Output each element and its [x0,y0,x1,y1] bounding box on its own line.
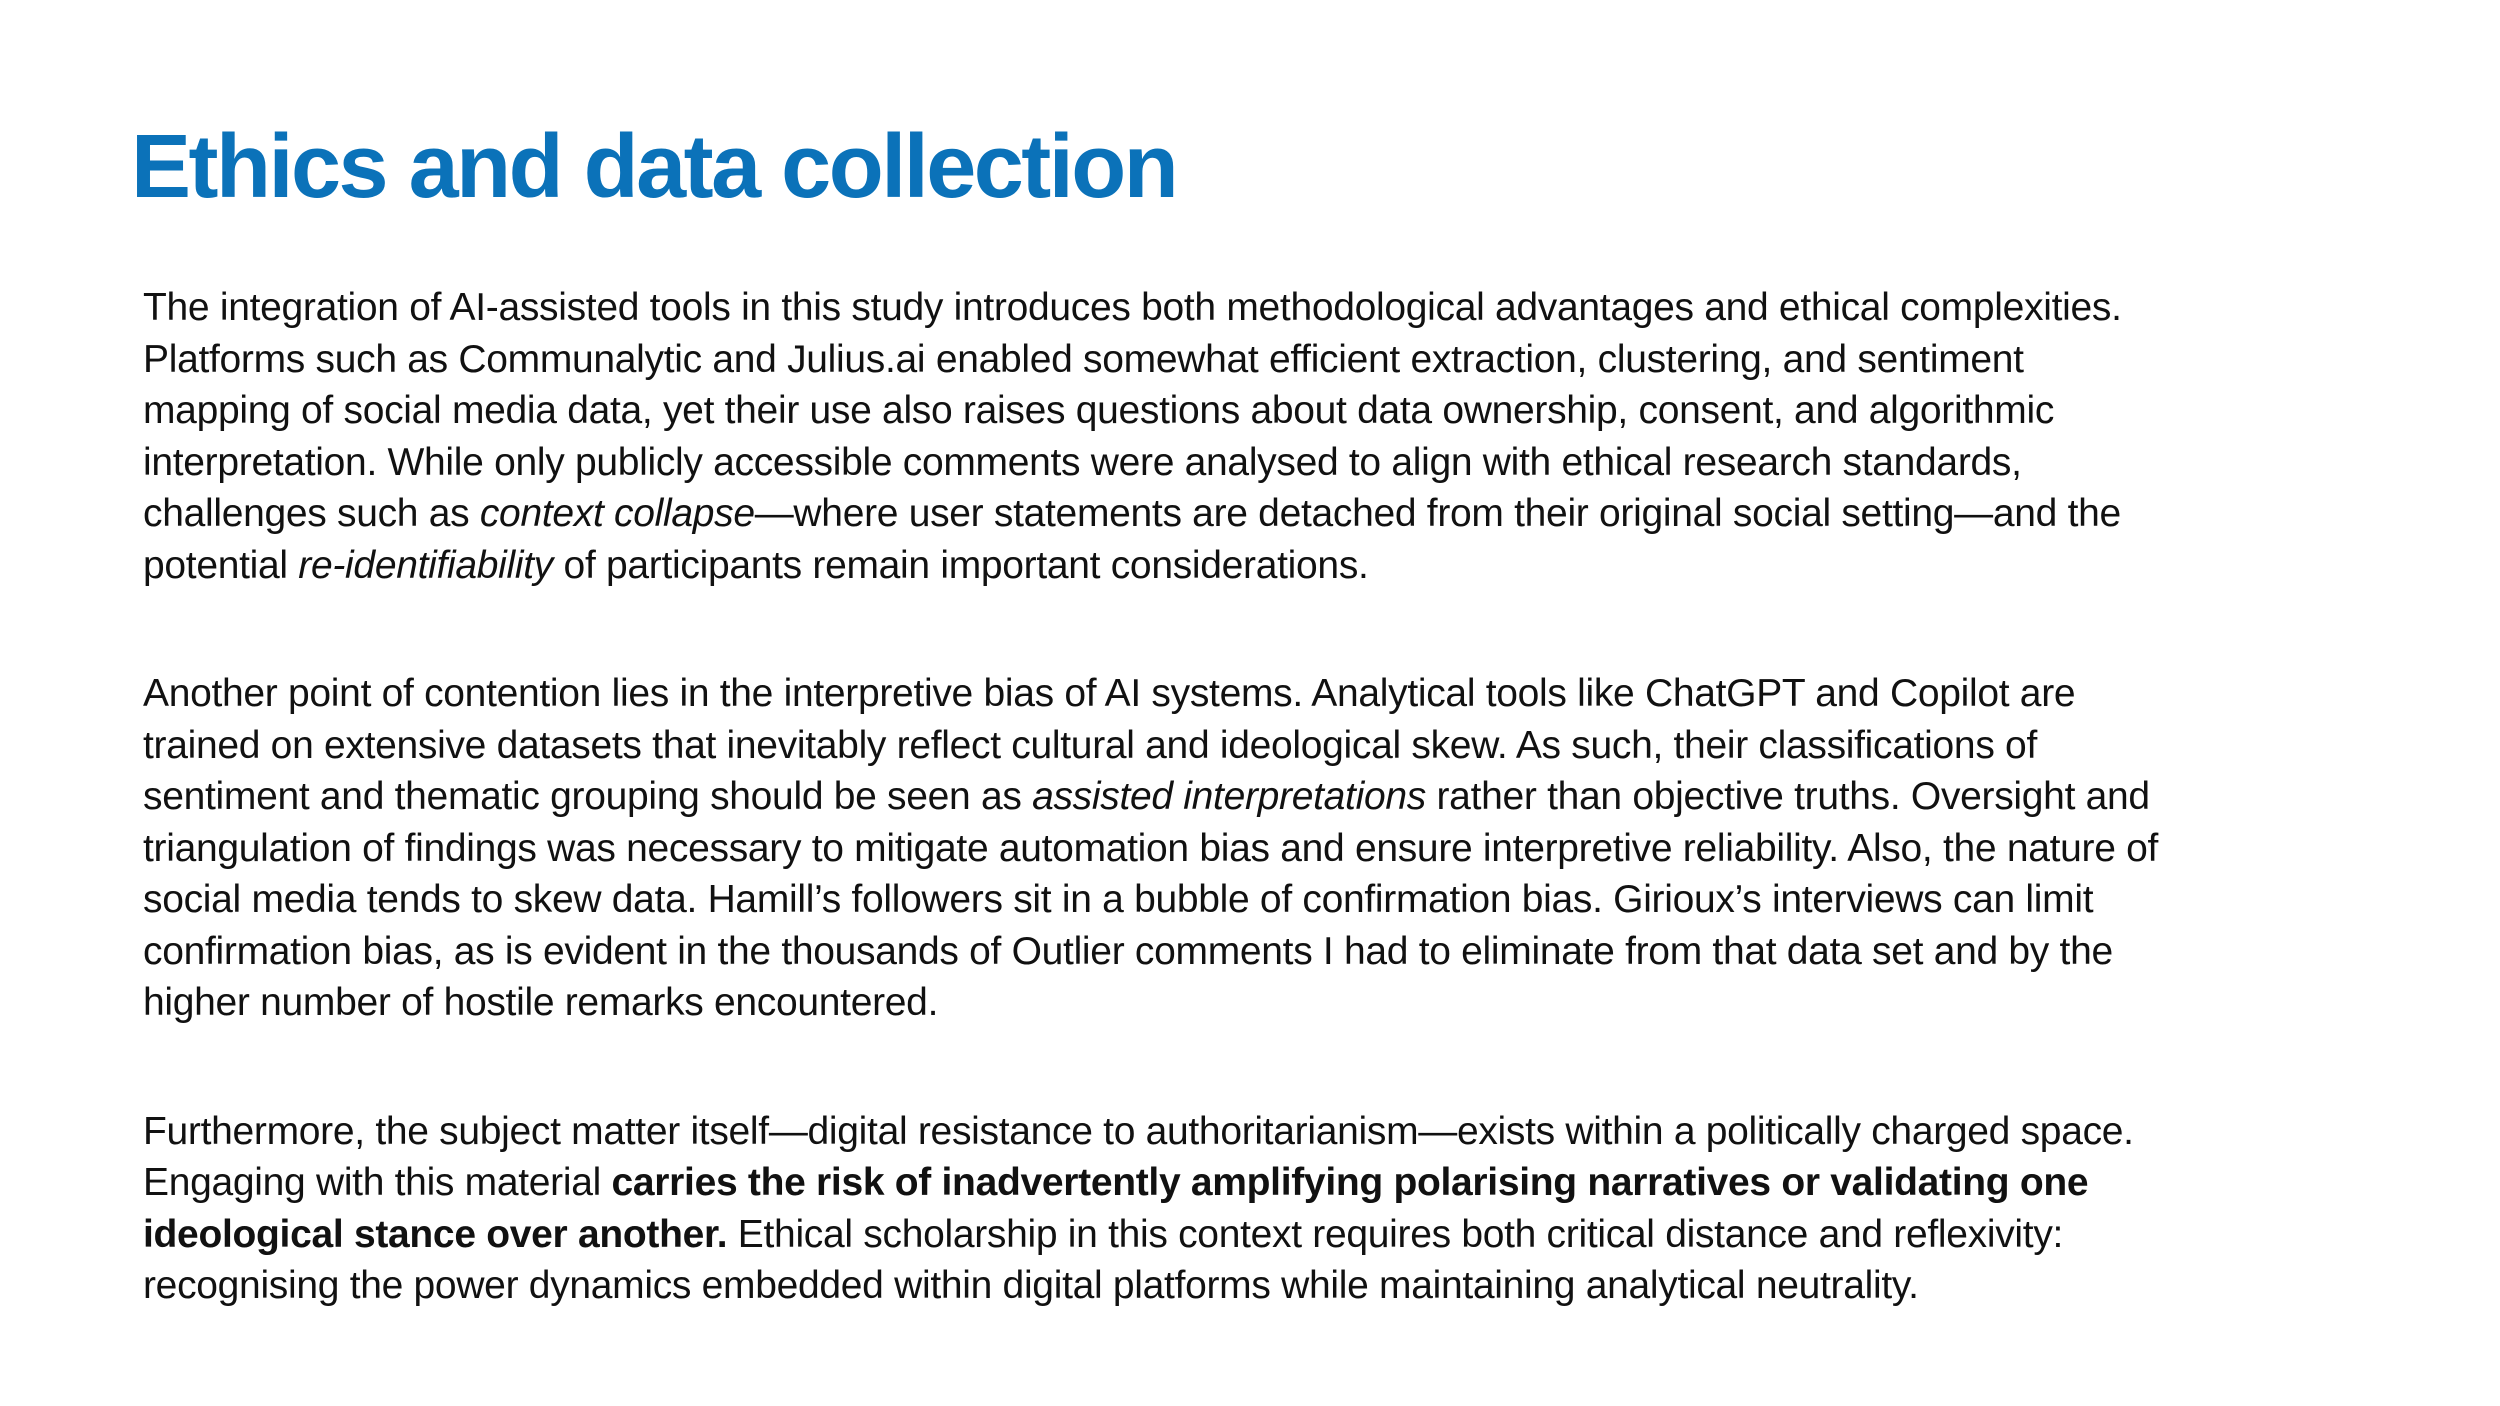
text-run: Ethical scholarship in this context requires both critical distance and reflexivity: [727,1212,2064,1256]
italic-term-context-collapse: context collapse [479,492,755,535]
text-run: social media tends to skew data. Hamill’s followers sit in a bubble of confirmation bias. Girioux’s interviews can limit [143,878,2094,921]
text-run: Another point of contention lies in the interpretive bias of AI systems. Analytical tools like ChatGPT and Copilot are [143,672,2076,715]
text-line [143,488,2393,540]
text-line [143,1157,2393,1209]
text-run: of participants remain important considerations. [553,543,1369,587]
text-line [143,1106,2393,1158]
text-line [143,874,2393,926]
paragraph-political-context [143,1106,2393,1312]
text-line [143,720,2393,772]
bold-emphasis: ideological stance over another. [143,1212,728,1256]
text-line [143,1209,2393,1261]
text-line [143,668,2393,720]
text-run: confirmation bias, as is evident in the thousands of Outlier comments I had to eliminate from that data set and by the [143,929,2113,973]
text-line [143,437,2393,489]
text-run: Platforms such as Communalytic and Julius.ai enabled somewhat efficient extraction, clustering, and sentiment [143,337,2024,381]
text-run: mapping of social media data, yet their use also raises questions about data ownership, consent, and algorithmic [143,389,2055,432]
text-line [143,334,2393,386]
text-run: trained on extensive datasets that inevitably reflect cultural and ideological skew. As such, their classifications of [143,723,2037,767]
paragraph-interpretive-bias [143,668,2393,1029]
text-run: sentiment and thematic grouping should be seen as [143,775,1033,818]
text-line [143,282,2393,334]
text-line [143,771,2393,823]
text-run: higher number of hostile remarks encountered. [143,981,939,1024]
text-run: recognising the power dynamics embedded within digital platforms while maintaining analytical neutrality. [143,1264,1919,1307]
text-line [143,977,2393,1029]
slide-body [143,282,2393,1312]
paragraph-ai-tools [143,282,2393,591]
text-run: potential [143,543,299,587]
text-run: rather than objective truths. Oversight and [1425,775,2150,818]
italic-term-assisted-interpretations: assisted interpretations [1032,775,1426,818]
slide-title: Ethics and data collection [131,117,1177,217]
text-line [143,823,2393,875]
text-run: interpretation. While only publicly accessible comments were analysed to align with ethical research standards, [143,440,2022,484]
bold-emphasis: carries the risk of inadvertently amplifying polarising narratives or validating one [611,1161,2089,1204]
text-run: The integration of AI-assisted tools in this study introduces both methodological advantages and ethical complexities. [143,286,2122,329]
text-run: —where user statements are detached from their original social setting—and the [754,492,2121,535]
text-run: challenges such as [143,492,480,535]
italic-term-re-identifiability: re-identifiability [298,543,554,587]
text-line [143,385,2393,437]
text-line [143,540,2393,592]
text-run: triangulation of findings was necessary to mitigate automation bias and ensure interpretive reliability. Also, the nature of [143,826,2159,870]
text-line [143,1260,2393,1312]
text-run: Engaging with this material [143,1161,612,1204]
text-run: Furthermore, the subject matter itself—digital resistance to authoritarianism—exists within a politically charged space. [143,1109,2134,1153]
text-line [143,926,2393,978]
